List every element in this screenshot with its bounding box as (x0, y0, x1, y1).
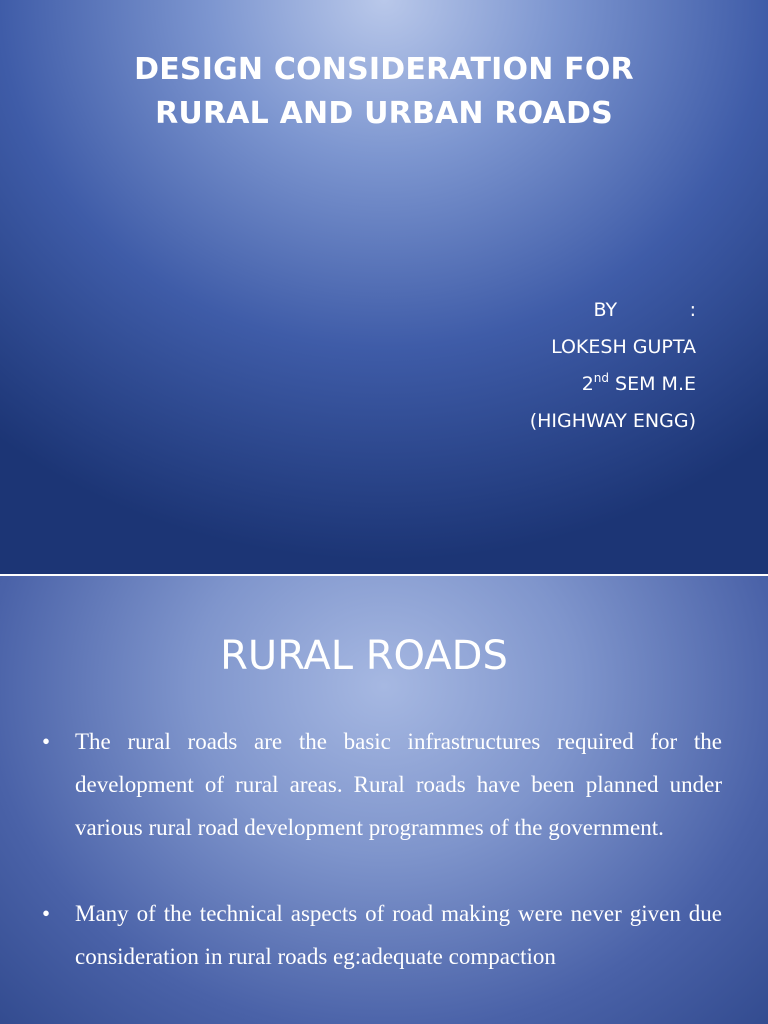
slide-title: RURAL ROADS (220, 633, 508, 679)
author-byline (530, 292, 696, 440)
bullet-text: Many of the technical aspects of road making were never given due consideration in rural roads eg:adequate compaction (75, 901, 722, 969)
slide-2 (0, 576, 768, 1024)
title-line-1: DESIGN CONSIDERATION FOR (134, 52, 634, 87)
bullet-icon: • (42, 729, 51, 754)
author-name: LOKESH GUPTA (551, 336, 696, 358)
department-label: (HIGHWAY ENGG) (529, 410, 696, 432)
bullet-item (40, 720, 722, 849)
slide-title (60, 48, 708, 136)
bullet-item (40, 892, 722, 978)
bullet-list (40, 720, 722, 1021)
title-line-2: RURAL AND URBAN ROADS (155, 96, 613, 131)
bullet-icon: • (42, 901, 51, 926)
semester-label: 2nd SEM M.E (581, 371, 696, 395)
by-label: BY : (593, 299, 696, 321)
bullet-text: The rural roads are the basic infrastructures required for the development of rural areas. Rural roads have been planned under various rural road development programmes of the government. (75, 729, 722, 840)
